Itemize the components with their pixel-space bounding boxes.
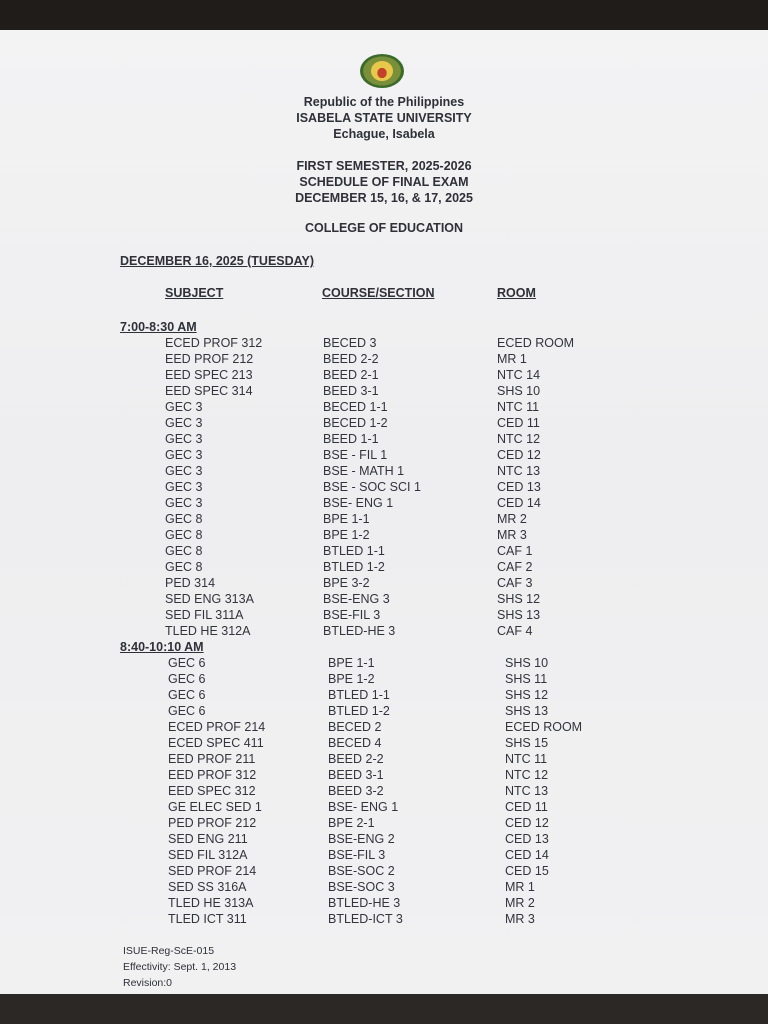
course-section-cell: BSE - FIL 1 <box>323 448 388 462</box>
subject-cell: GEC 8 <box>165 512 203 526</box>
subject-cell: GEC 8 <box>165 528 203 542</box>
table-row <box>0 912 768 928</box>
course-section-cell: BEED 2-1 <box>323 368 379 382</box>
subject-cell: GEC 6 <box>168 672 206 686</box>
course-section-cell: BECED 4 <box>328 736 382 750</box>
room-cell: MR 3 <box>497 528 527 542</box>
table-row <box>0 832 768 848</box>
subject-cell: SED FIL 311A <box>165 608 244 622</box>
table-row <box>0 432 768 448</box>
course-section-cell: BTLED 1-1 <box>323 544 385 558</box>
course-section-cell: BTLED 1-2 <box>328 704 390 718</box>
course-section-cell: BPE 2-1 <box>328 816 375 830</box>
course-section-cell: BSE - SOC SCI 1 <box>323 480 421 494</box>
subject-cell: GEC 3 <box>165 432 203 446</box>
subject-cell: PED 314 <box>165 576 216 590</box>
room-cell: CED 12 <box>505 816 549 830</box>
subject-cell: TLED HE 312A <box>165 624 251 638</box>
room-cell: CAF 2 <box>497 560 533 574</box>
room-cell: SHS 13 <box>505 704 549 718</box>
course-section-cell: BSE-ENG 2 <box>328 832 395 846</box>
course-section-cell: BPE 3-2 <box>323 576 370 590</box>
room-cell: NTC 11 <box>505 752 548 766</box>
course-section-cell: BPE 1-1 <box>328 656 375 670</box>
room-cell: SHS 12 <box>497 592 541 606</box>
table-row <box>0 800 768 816</box>
room-cell: NTC 13 <box>505 784 549 798</box>
course-section-cell: BSE-FIL 3 <box>328 848 386 862</box>
subject-cell: EED PROF 212 <box>165 352 254 366</box>
photo-background-bottom <box>0 994 768 1024</box>
subject-cell: ECED PROF 214 <box>168 720 266 734</box>
course-section-cell: BEED 3-1 <box>323 384 379 398</box>
course-section-cell: BECED 1-2 <box>323 416 388 430</box>
table-row <box>0 592 768 608</box>
column-header-course: COURSE/SECTION <box>322 286 435 300</box>
table-row <box>0 848 768 864</box>
table-row <box>0 880 768 896</box>
room-cell: NTC 11 <box>497 400 540 414</box>
subject-cell: GEC 8 <box>165 560 203 574</box>
footer-code: ISUE-Reg-ScE-015 <box>123 945 215 957</box>
table-row <box>0 704 768 720</box>
course-section-cell: BECED 2 <box>328 720 382 734</box>
room-cell: SHS 15 <box>505 736 549 750</box>
table-row <box>0 528 768 544</box>
room-cell: MR 1 <box>505 880 535 894</box>
subject-cell: SED PROF 214 <box>168 864 257 878</box>
course-section-cell: BEED 3-1 <box>328 768 384 782</box>
subject-cell: GEC 3 <box>165 496 203 510</box>
schedule-date: DECEMBER 16, 2025 (TUESDAY) <box>120 254 315 268</box>
subject-cell: PED PROF 212 <box>168 816 257 830</box>
course-section-cell: BEED 1-1 <box>323 432 379 446</box>
header-line-3: Echague, Isabela <box>333 127 435 141</box>
room-cell: NTC 14 <box>497 368 541 382</box>
subject-cell: EED SPEC 312 <box>168 784 256 798</box>
room-cell: CED 14 <box>497 496 541 510</box>
table-row <box>0 400 768 416</box>
table-row <box>0 688 768 704</box>
subject-cell: GE ELEC SED 1 <box>168 800 262 814</box>
course-section-cell: BEED 2-2 <box>328 752 384 766</box>
footer-effectivity: Effectivity: Sept. 1, 2013 <box>123 961 237 973</box>
subject-cell: EED PROF 312 <box>168 768 257 782</box>
table-row <box>0 576 768 592</box>
course-section-cell: BSE-FIL 3 <box>323 608 381 622</box>
table-row <box>0 416 768 432</box>
course-section-cell: BSE - MATH 1 <box>323 464 405 478</box>
course-section-cell: BEED 2-2 <box>323 352 379 366</box>
time-slot-header: 8:40-10:10 AM <box>120 640 204 654</box>
table-row <box>0 624 768 640</box>
schedule-title: SCHEDULE OF FINAL EXAM <box>299 175 469 189</box>
subject-cell: GEC 8 <box>165 544 203 558</box>
table-row <box>0 496 768 512</box>
room-cell: MR 2 <box>497 512 527 526</box>
subject-cell: GEC 3 <box>165 400 203 414</box>
table-row <box>0 384 768 400</box>
exam-dates: DECEMBER 15, 16, & 17, 2025 <box>295 191 473 205</box>
room-cell: NTC 12 <box>505 768 549 782</box>
course-section-cell: BPE 1-2 <box>328 672 375 686</box>
course-section-cell: BTLED-HE 3 <box>328 896 401 910</box>
subject-cell: SED ENG 211 <box>168 832 248 846</box>
room-cell: CAF 3 <box>497 576 533 590</box>
column-header-subject: SUBJECT <box>165 286 224 300</box>
course-section-cell: BTLED-ICT 3 <box>328 912 403 926</box>
document-page <box>0 30 768 994</box>
subject-cell: GEC 6 <box>168 688 206 702</box>
course-section-cell: BSE-ENG 3 <box>323 592 390 606</box>
subject-cell: GEC 3 <box>165 448 203 462</box>
room-cell: NTC 12 <box>497 432 541 446</box>
course-section-cell: BSE-SOC 3 <box>328 880 395 894</box>
table-row <box>0 720 768 736</box>
subject-cell: GEC 3 <box>165 480 203 494</box>
room-cell: CAF 4 <box>497 624 533 638</box>
room-cell: ECED ROOM <box>497 336 575 350</box>
table-row <box>0 480 768 496</box>
course-section-cell: BTLED 1-1 <box>328 688 390 702</box>
room-cell: SHS 12 <box>505 688 549 702</box>
subject-cell: SED SS 316A <box>168 880 247 894</box>
room-cell: MR 2 <box>505 896 535 910</box>
course-section-cell: BSE-SOC 2 <box>328 864 395 878</box>
table-row <box>0 368 768 384</box>
room-cell: SHS 10 <box>497 384 541 398</box>
room-cell: MR 1 <box>497 352 527 366</box>
semester-line: FIRST SEMESTER, 2025-2026 <box>296 159 472 173</box>
table-row <box>0 768 768 784</box>
room-cell: CED 13 <box>497 480 541 494</box>
course-section-cell: BECED 3 <box>323 336 377 350</box>
college-name: COLLEGE OF EDUCATION <box>304 221 464 235</box>
table-row <box>0 672 768 688</box>
footer-revision: Revision:0 <box>123 977 173 989</box>
room-cell: CED 13 <box>505 832 549 846</box>
time-slot-header: 7:00-8:30 AM <box>120 320 197 334</box>
subject-cell: TLED HE 313A <box>168 896 254 910</box>
subject-cell: SED ENG 313A <box>165 592 254 606</box>
room-cell: CED 15 <box>505 864 549 878</box>
subject-cell: GEC 6 <box>168 656 206 670</box>
university-seal-icon <box>360 54 404 88</box>
subject-cell: ECED PROF 312 <box>165 336 263 350</box>
table-row <box>0 352 768 368</box>
course-section-cell: BSE- ENG 1 <box>323 496 394 510</box>
course-section-cell: BPE 1-2 <box>323 528 370 542</box>
room-cell: SHS 10 <box>505 656 549 670</box>
course-section-cell: BECED 1-1 <box>323 400 388 414</box>
header-line-1: Republic of the Philippines <box>303 95 465 109</box>
subject-cell: SED FIL 312A <box>168 848 248 862</box>
table-row <box>0 656 768 672</box>
subject-cell: EED SPEC 213 <box>165 368 253 382</box>
table-row <box>0 896 768 912</box>
table-row <box>0 512 768 528</box>
header-line-2: ISABELA STATE UNIVERSITY <box>296 111 472 125</box>
table-row <box>0 752 768 768</box>
course-section-cell: BSE- ENG 1 <box>328 800 399 814</box>
subject-cell: TLED ICT 311 <box>168 912 247 926</box>
table-row <box>0 464 768 480</box>
course-section-cell: BTLED-HE 3 <box>323 624 396 638</box>
photo-background-top <box>0 0 768 30</box>
table-row <box>0 816 768 832</box>
course-section-cell: BEED 3-2 <box>328 784 384 798</box>
table-row <box>0 608 768 624</box>
room-cell: CED 14 <box>505 848 549 862</box>
room-cell: SHS 11 <box>505 672 548 686</box>
table-row <box>0 560 768 576</box>
column-header-room: ROOM <box>497 286 536 300</box>
table-row <box>0 784 768 800</box>
room-cell: MR 3 <box>505 912 535 926</box>
table-row <box>0 864 768 880</box>
table-row <box>0 544 768 560</box>
course-section-cell: BPE 1-1 <box>323 512 370 526</box>
subject-cell: EED SPEC 314 <box>165 384 253 398</box>
room-cell: SHS 13 <box>497 608 541 622</box>
subject-cell: GEC 3 <box>165 464 203 478</box>
table-row <box>0 336 768 352</box>
room-cell: CED 11 <box>497 416 540 430</box>
table-row <box>0 448 768 464</box>
subject-cell: GEC 3 <box>165 416 203 430</box>
room-cell: ECED ROOM <box>505 720 583 734</box>
room-cell: CED 12 <box>497 448 541 462</box>
subject-cell: GEC 6 <box>168 704 206 718</box>
course-section-cell: BTLED 1-2 <box>323 560 385 574</box>
room-cell: CED 11 <box>505 800 548 814</box>
room-cell: NTC 13 <box>497 464 541 478</box>
subject-cell: EED PROF 211 <box>168 752 256 766</box>
subject-cell: ECED SPEC 411 <box>168 736 264 750</box>
table-row <box>0 736 768 752</box>
room-cell: CAF 1 <box>497 544 533 558</box>
